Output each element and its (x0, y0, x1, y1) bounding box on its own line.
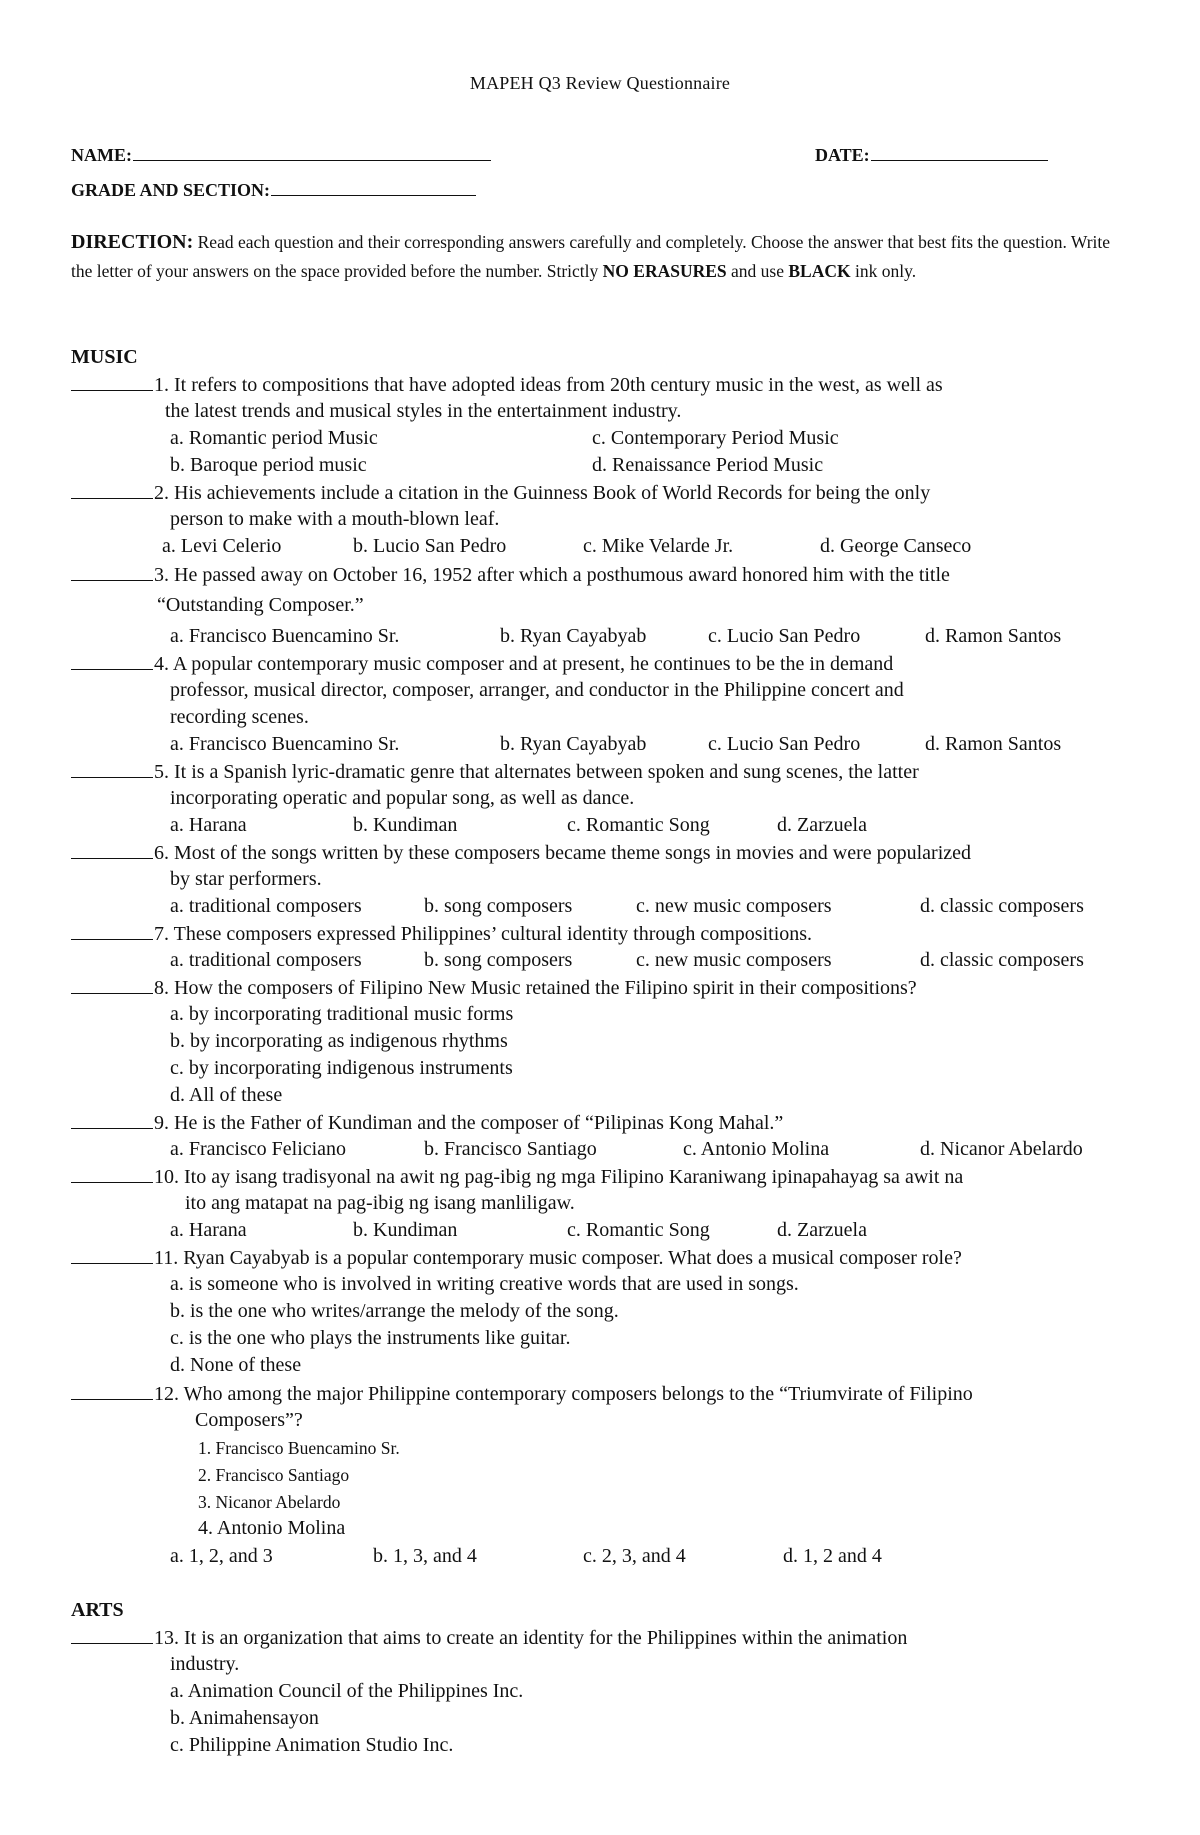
q3-choice-d: d. Ramon Santos (925, 625, 1062, 647)
direction-text-2: and use (726, 261, 789, 281)
q2-choice-c: c. Mike Velarde Jr. (583, 535, 734, 557)
answer-blank[interactable] (71, 1164, 153, 1183)
q2-choice-a: a. Levi Celerio (162, 535, 282, 557)
q8-choice-b: b. by incorporating as indigenous rhythms (170, 1030, 508, 1052)
answer-blank[interactable] (71, 1625, 153, 1644)
name-label: NAME: (71, 145, 132, 165)
question-1-stem-cont: the latest trends and musical styles in the entertainment industry. (165, 400, 682, 422)
q3-choice-c: c. Lucio San Pedro (708, 625, 861, 647)
q9-choice-d: d. Nicanor Abelardo (920, 1138, 1083, 1160)
q12-item-3: 3. Nicanor Abelardo (198, 1492, 341, 1512)
direction-black: BLACK (788, 261, 851, 281)
q11-choice-c: c. is the one who plays the instruments like guitar. (170, 1327, 571, 1349)
q1-choice-a: a. Romantic period Music (170, 427, 378, 449)
q1-choice-c: c. Contemporary Period Music (592, 427, 839, 449)
question-12-stem: 12. Who among the major Philippine contemporary composers belongs to the “Triumvirate of Filipino (71, 1381, 973, 1406)
q13-choice-b: b. Animahensayon (170, 1707, 319, 1729)
q7-choice-d: d. classic composers (920, 949, 1084, 971)
direction-text-3: ink only. (850, 261, 917, 281)
question-11-stem: 11. Ryan Cayabyab is a popular contemporary music composer. What does a musical composer role? (71, 1245, 962, 1270)
name-blank[interactable] (133, 144, 491, 161)
q12-choice-b: b. 1, 3, and 4 (373, 1545, 477, 1567)
q5-choice-a: a. Harana (170, 814, 247, 836)
q11-choice-d: d. None of these (170, 1354, 302, 1376)
q8-choice-c: c. by incorporating indigenous instruments (170, 1057, 513, 1079)
question-7-stem: 7. These composers expressed Philippines’ cultural identity through compositions. (71, 921, 812, 946)
question-13-stem-cont: industry. (170, 1653, 240, 1675)
q5-choice-c: c. Romantic Song (567, 814, 710, 836)
q9-choice-c: c. Antonio Molina (683, 1138, 830, 1160)
q6-choice-d: d. classic composers (920, 895, 1084, 917)
q8-choice-d: d. All of these (170, 1084, 283, 1106)
question-9-stem: 9. He is the Father of Kundiman and the composer of “Pilipinas Kong Mahal.” (71, 1110, 783, 1135)
answer-blank[interactable] (71, 975, 153, 994)
q10-choice-c: c. Romantic Song (567, 1219, 710, 1241)
q11-choice-a: a. is someone who is involved in writing creative words that are used in songs. (170, 1273, 799, 1295)
q9-choice-a: a. Francisco Feliciano (170, 1138, 347, 1160)
q13-choice-a: a. Animation Council of the Philippines Inc. (170, 1680, 524, 1702)
answer-blank[interactable] (71, 1110, 153, 1129)
arts-heading: ARTS (71, 1599, 124, 1621)
question-4-stem: 4. A popular contemporary music composer and at present, he continues to be the in demand (71, 651, 893, 676)
q7-choice-c: c. new music composers (636, 949, 832, 971)
q10-choice-d: d. Zarzuela (777, 1219, 867, 1241)
q12-item-1: 1. Francisco Buencamino Sr. (198, 1438, 400, 1458)
q3-choice-b: b. Ryan Cayabyab (500, 625, 647, 647)
question-5-stem-cont: incorporating operatic and popular song, as well as dance. (170, 787, 635, 809)
question-8-stem: 8. How the composers of Filipino New Music retained the Filipino spirit in their compositions? (71, 975, 917, 1000)
q12-choice-d: d. 1, 2 and 4 (783, 1545, 882, 1567)
question-3-stem-cont: “Outstanding Composer.” (157, 594, 364, 616)
q8-choice-a: a. by incorporating traditional music forms (170, 1003, 514, 1025)
q12-choice-c: c. 2, 3, and 4 (583, 1545, 686, 1567)
direction-text-1: Read each question and their corresponding answers carefully and completely. Choose the answer that best fits the question. Write the letter of your answers on the space provided before the number. Strictly (71, 232, 1111, 281)
q4-choice-d: d. Ramon Santos (925, 733, 1062, 755)
question-2-stem: 2. His achievements include a citation in the Guinness Book of World Records for being the only (71, 480, 930, 505)
q12-choice-a: a. 1, 2, and 3 (170, 1545, 273, 1567)
q12-item-4: 4. Antonio Molina (198, 1517, 346, 1539)
answer-blank[interactable] (71, 921, 153, 940)
answer-blank[interactable] (71, 759, 153, 778)
answer-blank[interactable] (71, 372, 153, 391)
q4-choice-c: c. Lucio San Pedro (708, 733, 861, 755)
q2-choice-b: b. Lucio San Pedro (353, 535, 507, 557)
q3-choice-a: a. Francisco Buencamino Sr. (170, 625, 400, 647)
answer-blank[interactable] (71, 651, 153, 670)
answer-blank[interactable] (71, 480, 153, 499)
question-10-stem-cont: ito ang matapat na pag-ibig ng isang manliligaw. (185, 1192, 575, 1214)
q12-item-2: 2. Francisco Santiago (198, 1465, 350, 1485)
q7-choice-a: a. traditional composers (170, 949, 362, 971)
question-3-stem: 3. He passed away on October 16, 1952 after which a posthumous award honored him with the title (71, 562, 950, 587)
q1-choice-d: d. Renaissance Period Music (592, 454, 824, 476)
q2-choice-d: d. George Canseco (820, 535, 972, 557)
grade-section-blank[interactable] (271, 179, 476, 196)
q4-choice-a: a. Francisco Buencamino Sr. (170, 733, 400, 755)
q9-choice-b: b. Francisco Santiago (424, 1138, 597, 1160)
question-1-stem: 1. It refers to compositions that have adopted ideas from 20th century music in the west, as well as (71, 372, 943, 397)
answer-blank[interactable] (71, 1245, 153, 1264)
q6-choice-c: c. new music composers (636, 895, 832, 917)
grade-section-label: GRADE AND SECTION: (71, 180, 271, 200)
music-heading: MUSIC (71, 346, 138, 368)
q4-choice-b: b. Ryan Cayabyab (500, 733, 647, 755)
page-title: MAPEH Q3 Review Questionnaire (469, 73, 731, 93)
question-5-stem: 5. It is a Spanish lyric-dramatic genre that alternates between spoken and sung scenes, the latter (71, 759, 919, 784)
question-2-stem-cont: person to make with a mouth-blown leaf. (170, 508, 500, 530)
q5-choice-b: b. Kundiman (353, 814, 458, 836)
answer-blank[interactable] (71, 562, 153, 581)
q5-choice-d: d. Zarzuela (777, 814, 867, 836)
answer-blank[interactable] (71, 1381, 153, 1400)
question-12-stem-cont: Composers”? (195, 1409, 303, 1431)
date-blank[interactable] (871, 144, 1048, 161)
date-label: DATE: (815, 145, 870, 165)
q1-choice-b: b. Baroque period music (170, 454, 367, 476)
q10-choice-b: b. Kundiman (353, 1219, 458, 1241)
q6-choice-b: b. song composers (424, 895, 573, 917)
direction-paragraph (71, 228, 1131, 286)
name-field (71, 144, 491, 166)
question-10-stem: 10. Ito ay isang tradisyonal na awit ng pag-ibig ng mga Filipino Karaniwang ipinapahayag sa awit na (71, 1164, 963, 1189)
question-6-stem: 6. Most of the songs written by these composers became theme songs in movies and were popularized (71, 840, 971, 865)
q13-choice-c: c. Philippine Animation Studio Inc. (170, 1734, 454, 1756)
question-13-stem: 13. It is an organization that aims to create an identity for the Philippines within the animation (71, 1625, 907, 1650)
direction-no-erasures: NO ERASURES (602, 261, 727, 281)
q10-choice-a: a. Harana (170, 1219, 247, 1241)
question-4-stem-cont: professor, musical director, composer, arranger, and conductor in the Philippine concert and (170, 679, 904, 701)
answer-blank[interactable] (71, 840, 153, 859)
q6-choice-a: a. traditional composers (170, 895, 362, 917)
date-field (815, 144, 1048, 166)
question-6-stem-cont: by star performers. (170, 868, 322, 890)
question-4-stem-cont-2: recording scenes. (170, 706, 309, 728)
direction-lead: DIRECTION: (71, 231, 194, 253)
q7-choice-b: b. song composers (424, 949, 573, 971)
grade-section-field (71, 179, 476, 201)
q11-choice-b: b. is the one who writes/arrange the melody of the song. (170, 1300, 619, 1322)
